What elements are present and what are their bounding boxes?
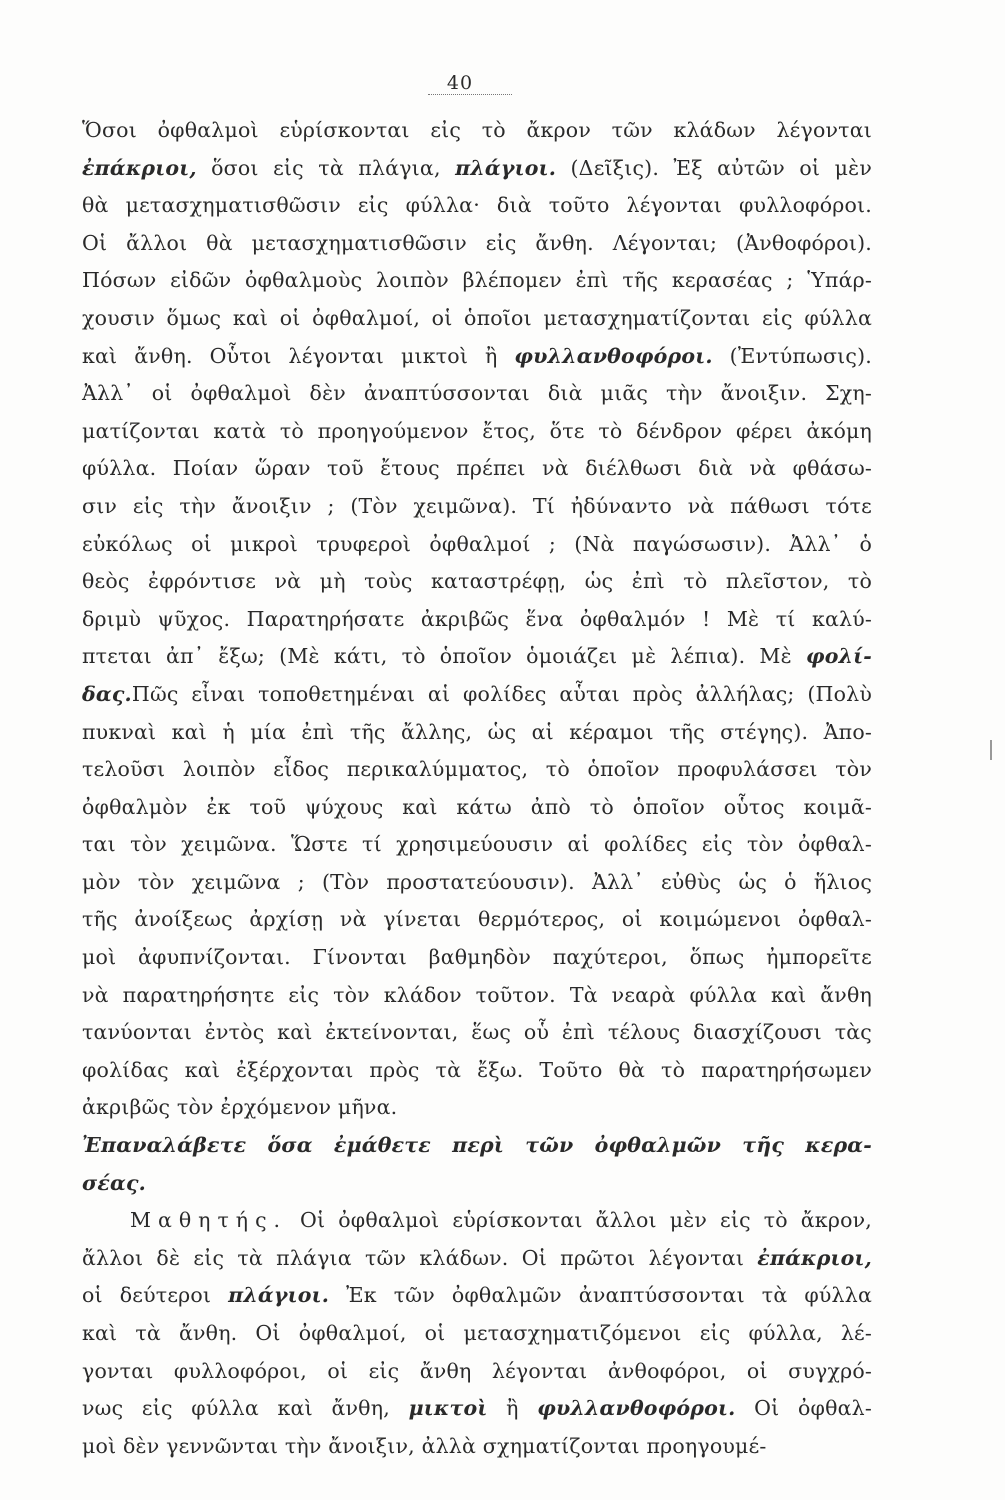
text-run: Πόσων εἰδῶν ὀφθαλμοὺς λοιπὸν βλέπομεν ἐπὶ τῆς κερασέας ; Ὑπάρ- bbox=[82, 268, 872, 293]
text-line bbox=[82, 225, 872, 263]
text-run: Οἱ ὀφθαλ- bbox=[735, 1396, 872, 1421]
emphasized-term: ἐπάκριοι, bbox=[82, 155, 197, 180]
text-run: Οἱ ὀφθαλμοὶ εὑρίσκονται ἄλλοι μὲν εἰς τὸ ἄκρον, bbox=[287, 1208, 872, 1233]
text-run: (Ἐντύπωσις). bbox=[712, 343, 872, 368]
text-line bbox=[82, 1390, 872, 1428]
emphasized-term: φολί- bbox=[805, 644, 872, 669]
text-run: τελοῦσι λοιπὸν εἶδος περικαλύμματος, τὸ ὁποῖον προφυλάσσει τὸν bbox=[82, 757, 872, 782]
text-run: φύλλα. Ποίαν ὥραν τοῦ ἔτους πρέπει νὰ διέλθωσι διὰ νὰ φθάσω- bbox=[82, 456, 872, 481]
text-run: μοὶ ἀφυπνίζονται. Γίνονται βαθμηδὸν παχύτεροι, ὅπως ἠμπορεῖτε bbox=[82, 945, 872, 970]
text-run: θὰ μετασχηματισθῶσιν εἰς φύλλα· διὰ τοῦτο λέγονται φυλλοφόροι. bbox=[82, 193, 872, 218]
text-run: οἱ δεύτεροι bbox=[82, 1283, 229, 1308]
text-run: Ἐκ τῶν ὀφθαλμῶν ἀναπτύσσονται τὰ φύλλα bbox=[329, 1283, 872, 1308]
text-run: πυκναὶ καὶ ἡ μία ἐπὶ τῆς ἄλλης, ὡς αἱ κέραμοι τῆς στέγης). Ἀπο- bbox=[82, 719, 872, 744]
text-line bbox=[82, 1315, 872, 1353]
text-run: χουσιν ὅμως καὶ οἱ ὀφθαλμοί, οἱ ὁποῖοι μετασχηματίζονται εἰς φύλλα bbox=[82, 305, 872, 330]
text-run: ὅσοι εἰς τὰ πλάγια, bbox=[196, 155, 456, 180]
text-line bbox=[82, 150, 872, 188]
text-line bbox=[82, 1014, 872, 1052]
emphasized-term: ἐπάκριοι, bbox=[757, 1245, 872, 1270]
text-line bbox=[82, 638, 872, 676]
text-line bbox=[82, 112, 872, 150]
text-run: Ἀλλ᾽ οἱ ὀφθαλμοὶ δὲν ἀναπτύσσονται διὰ μιᾶς τὴν ἄνοιξιν. Σχη- bbox=[82, 381, 872, 406]
body-text bbox=[82, 112, 872, 1465]
text-run: ἄλλοι δὲ εἰς τὰ πλάγια τῶν κλάδων. Οἱ πρῶτοι λέγονται bbox=[82, 1245, 758, 1270]
text-run: (Δεῖξις). Ἐξ αὐτῶν οἱ μὲν bbox=[556, 155, 872, 180]
text-line bbox=[82, 1127, 872, 1165]
emphasized-term: πλάγιοι. bbox=[455, 155, 557, 180]
text-line bbox=[82, 1240, 872, 1278]
text-line bbox=[82, 751, 872, 789]
text-line bbox=[82, 262, 872, 300]
text-line bbox=[82, 901, 872, 939]
text-line bbox=[82, 714, 872, 752]
text-line bbox=[82, 864, 872, 902]
text-line bbox=[82, 939, 872, 977]
text-run: εὐκόλως οἱ μικροὶ τρυφεροὶ ὀφθαλμοί ; (Νὰ παγώσωσιν). Ἀλλ᾽ ὁ bbox=[82, 531, 872, 556]
page-number-rule bbox=[428, 94, 512, 95]
text-line bbox=[82, 338, 872, 376]
text-line bbox=[82, 826, 872, 864]
speaker-label: Μαθητής. bbox=[130, 1208, 288, 1233]
text-run: Ὅσοι ὀφθαλμοὶ εὑρίσκονται εἰς τὸ ἄκρον τῶν κλάδων λέγονται bbox=[82, 118, 872, 142]
text-run: θεὸς ἐφρόντισε νὰ μὴ τοὺς καταστρέφῃ, ὡς ἐπὶ τὸ πλεῖστον, τὸ bbox=[82, 569, 872, 594]
text-run: Οἱ ἄλλοι θὰ μετασχηματισθῶσιν εἰς ἄνθη. Λέγονται; (Ἀνθοφόροι). bbox=[82, 230, 872, 255]
text-line bbox=[82, 1353, 872, 1391]
emphasized-term: μικτοὶ bbox=[408, 1396, 488, 1421]
text-line bbox=[82, 601, 872, 639]
emphasized-term: φυλλανθοφόροι. bbox=[537, 1396, 736, 1421]
text-run: φολίδας καὶ ἐξέρχονται πρὸς τὰ ἔξω. Τοῦτο θὰ τὸ παρατηρήσωμεν bbox=[82, 1057, 872, 1082]
text-run: ἀκριβῶς τὸν ἐρχόμενον μῆνα. bbox=[82, 1095, 398, 1120]
text-run: ἢ bbox=[487, 1396, 538, 1421]
text-line bbox=[82, 1277, 872, 1315]
text-run: Πῶς εἶναι τοποθετημέναι αἱ φολίδες αὗται πρὸς ἀλλήλας; (Πολὺ bbox=[131, 681, 872, 706]
text-run: νὰ παρατηρήσητε εἰς τὸν κλάδον τοῦτον. Τὰ νεαρὰ φύλλα καὶ ἄνθη bbox=[82, 982, 872, 1007]
text-line bbox=[82, 1202, 872, 1240]
text-line bbox=[82, 488, 872, 526]
text-line bbox=[82, 1165, 872, 1203]
text-run: ται τὸν χειμῶνα. Ὥστε τί χρησιμεύουσιν αἱ φολίδες εἰς τὸν ὀφθαλ- bbox=[82, 832, 872, 857]
text-line bbox=[82, 1428, 872, 1466]
text-line bbox=[82, 1052, 872, 1090]
text-run: τῆς ἀνοίξεως ἀρχίσῃ νὰ γίνεται θερμότερος, οἱ κοιμώμενοι ὀφθαλ- bbox=[82, 907, 872, 932]
text-line bbox=[82, 375, 872, 413]
emphasized-term: σέας. bbox=[82, 1170, 146, 1195]
text-run: δριμὺ ψῦχος. Παρατηρήσατε ἀκριβῶς ἕνα ὀφθαλμόν ! Μὲ τί καλύ- bbox=[82, 606, 872, 631]
emphasized-term: Ἐπαναλάβετε ὅσα ἐμάθετε περὶ τῶν ὀφθαλμῶν τῆς κερα- bbox=[82, 1133, 872, 1158]
text-run: καὶ ἄνθη. Οὗτοι λέγονται μικτοὶ ἢ bbox=[82, 343, 515, 368]
text-run: σιν εἰς τὴν ἄνοιξιν ; (Τὸν χειμῶνα). Τί ἠδύναντο νὰ πάθωσι τότε bbox=[82, 493, 872, 518]
text-run: πτεται ἀπ᾽ ἔξω; (Μὲ κάτι, τὸ ὁποῖον ὁμοιάζει μὲ λέπια). Μὲ bbox=[82, 644, 806, 669]
text-line bbox=[82, 1089, 872, 1127]
margin-mark bbox=[990, 740, 992, 760]
text-line bbox=[82, 526, 872, 564]
text-line bbox=[82, 300, 872, 338]
text-run: τανύονται ἐντὸς καὶ ἐκτείνονται, ἕως οὗ ἐπὶ τέλους διασχίζουσι τὰς bbox=[82, 1020, 872, 1045]
text-line bbox=[82, 187, 872, 225]
text-line bbox=[82, 450, 872, 488]
text-run: ματίζονται κατὰ τὸ προηγούμενον ἔτος, ὅτε τὸ δένδρον φέρει ἀκόμη bbox=[82, 418, 872, 443]
text-line bbox=[82, 676, 872, 714]
emphasized-term: φυλλανθοφόροι. bbox=[514, 343, 713, 368]
text-run: γονται φυλλοφόροι, οἱ εἰς ἄνθη λέγονται ἀνθοφόροι, οἱ συγχρό- bbox=[82, 1358, 872, 1383]
text-line bbox=[82, 413, 872, 451]
text-run: ὀφθαλμὸν ἐκ τοῦ ψύχους καὶ κάτω ἀπὸ τὸ ὁποῖον οὗτος κοιμᾶ- bbox=[82, 794, 872, 819]
emphasized-term: πλάγιοι. bbox=[228, 1283, 330, 1308]
text-run: μὸν τὸν χειμῶνα ; (Τὸν προστατεύουσιν). Ἀλλ᾽ εὐθὺς ὡς ὁ ἥλιος bbox=[82, 869, 872, 894]
text-run: μοὶ δὲν γεννῶνται τὴν ἄνοιξιν, ἀλλὰ σχηματίζονται προηγουμέ- bbox=[82, 1433, 767, 1458]
text-run: νως εἰς φύλλα καὶ ἄνθη, bbox=[82, 1396, 409, 1421]
text-line bbox=[82, 977, 872, 1015]
text-run: καὶ τὰ ἄνθη. Οἱ ὀφθαλμοί, οἱ μετασχηματιζόμενοι εἰς φύλλα, λέ- bbox=[82, 1321, 872, 1345]
text-line bbox=[82, 789, 872, 827]
emphasized-term: δας. bbox=[82, 681, 132, 706]
page-number: 40 bbox=[446, 72, 474, 94]
text-line bbox=[82, 563, 872, 601]
